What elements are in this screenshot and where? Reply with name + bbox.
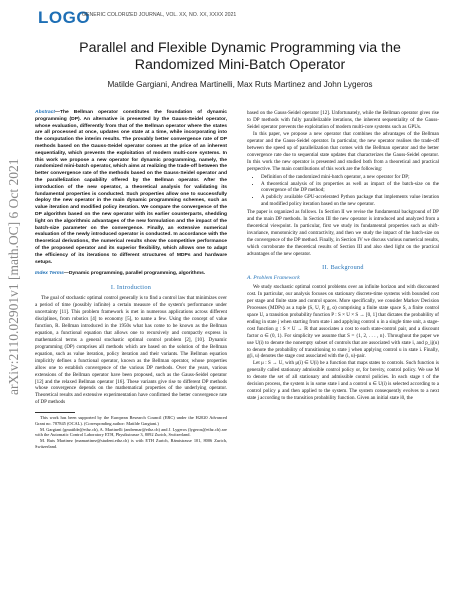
subsection-heading-problem-framework: A. Problem Framework [247, 274, 300, 281]
abstract [35, 110, 227, 266]
footnote-affiliation-2: M. Ruts Martinez (mamartinez@student.ethz.ch) is with ETH Zurich, Rämistrasse 101, 8006 Zurich, Switzerland. [35, 438, 227, 449]
introduction-paragraph: The goal of stochastic optimal control generally is to find a control law that minimizes over a period of time (possibly infinite) a certain measure of the system's performance under uncertainty [11]. This problem framework is met in numerous applications across different disciplines, from robotics [4] to economy [5], to name a few. Using the concept of value function, R. Bellman introduced in the 1950s what has come to be known as the Bellman equation, a functional equation that allows one to recursively and compactly express in mathematical terms a general stochastic optimal control problem [2], [10]. Dynamic programming (DP) comprises all methods which are based on the solution of the Bellman equation, such as value iteration, policy iteration and their variants. The Bellman equation implicitly defines a functional operator, known as the Bellman operator, whose properties allow one to establish convergence of the various DP methods. Over the years, various extensions of the Bellman operator have been proposed, such as the Gauss-Seidel operator [12] and the relaxed Bellman operator [16]. These variants give rise to different DP methods whose convergence depends on the mathematical properties of the underlying operator. Theoretical results and extensive experimentation have confirmed the better convergence rate of DP methods [35, 295, 227, 406]
footnote-funding: This work has been supported by the European Research Council (ERC) under the H2020 Advanced Grant no. 787845 (OCAL). (Corresponding author: Matilde Gargiani.) [35, 415, 227, 427]
title-line-1: Parallel and Flexible Dynamic Programming via the [79, 40, 401, 56]
left-column [35, 110, 227, 450]
contribution-item: • A theoretical analysis of its properties as well as impact of the batch-size on the convergence of the DP method; [261, 181, 439, 195]
index-terms-label: Index Terms [35, 271, 64, 277]
background-paragraph-2: Let μ : S → U, with μ(i) ∈ U(i) be a function that maps states to controls. Such function is generally called stationary admissible control policy or, for brevity, control policy. We use M to denote the set of all stationary and admissible control policies. In each stage t of the decision process, the system is in some state i and a control u ∈ U(i) is selected according to a control policy μ and then applied to the system. The system consequently evolves to a next state j according to the transition probability function. Given an initial state i0, the [247, 360, 439, 402]
title-line-2: Randomized Mini-Batch Operator [134, 57, 346, 73]
background-paragraph-1: We study stochastic optimal control problems over an infinite horizon and with discounted cost. In particular, our analysis focuses on stationary discrete-time systems with bounded cost per stage and finite state and control spaces. More specifically, we consider Markov Decision Processes (MDPs) as a tuple (S, U, P, g, α) comprising a finite state space S, a finite control space U, a transition probability function P : S × U × S → [0, 1] that dictates the probability of ending in state j when starting from state i and applying control u in a single time unit, a stage-cost function g : S × U → ℝ that associates a cost to each state-control pair, and a discount factor α ∈ (0, 1). For simplicity we assume that S = {1, 2, . . . , n}. Throughout the paper we use U(i) to denote the nonempty subset of controls that are associated with state i, and p_ij(u) to denote the probability of transitioning to state j when applying control u in state i. Finally, g(i, u) denotes the stage cost associated with the (i, u)-pair. [247, 283, 439, 360]
index-terms-text: —Dynamic programming, parallel programming, algorithms. [63, 271, 206, 277]
author-list: Matilde Gargiani, Andrea Martinelli, Max Ruts Martinez and John Lygeros [107, 80, 373, 89]
right-column [247, 110, 439, 402]
footnotes [35, 415, 227, 449]
section-heading-introduction: I. Introduction [110, 284, 152, 292]
section-heading-background: II. Background [322, 264, 364, 272]
index-terms [35, 271, 227, 278]
journal-logo: LOGO [38, 8, 91, 27]
arxiv-identifier-stamp: arXiv:2110.02901v1 [math.OC] 6 Oct 2021 [6, 158, 21, 395]
contributions-list [255, 174, 439, 209]
journal-header-line: GENERIC COLORIZED JOURNAL, VOL. XX, NO. XX, XXXX 2021 [82, 12, 237, 18]
paper-title [40, 40, 440, 74]
abstract-label: Abstract [35, 110, 56, 115]
contribution-intro-paragraph: In this paper, we propose a new operator that combines the advantages of the Bellman operator and the Gauss-Seidel operator. In particular, the new operator realises the trade-off between the speed up of parallelization that comes with the Bellman operator and the better convergence rate due to sequential state updates that characterizes the Gauss-Seidel operator. In this work the new operator is presented and studied both from a theoretical and practical perspective. The main contributions of this work are the following: [247, 130, 439, 172]
introduction-continued-paragraph: based on the Gauss-Seidel operator [12]. Unfortunately, while the Bellman operator gives rise to DP methods with fully parallelizable iterations, the inherent sequentiality of the Gauss-Seidel operator prevents the exploitation of modern multi-core systems such as GPUs. [247, 110, 439, 130]
footnote-affiliation-1: M. Gargiani (gmatilde@ethz.ch), A. Martinelli (andremar@ethz.ch) and J. Lygeros (lygeros@ethz.ch) are with the Automatic Control Laboratory ETH, Physikstrasse 3, 8092 Zurich, Switzerland. [35, 426, 227, 438]
contribution-item: • Definition of the randomized mini-batch operator, a new operator for DP; [261, 174, 439, 181]
abstract-text: —The Bellman operator constitutes the foundation of dynamic programming (DP). An alternative is presented by the Gauss-Seidel operator, whose evaluation, differently from that of the Bellman operator where the states are all processed at once, updates one state at a time, while incorporating into the computation the interim results. The provably better convergence rate of DP methods based on the Gauss-Seidel operator comes at the price of an inherent sequentiality, which prevents the exploitation of modern multi-core systems. In this work we propose a new operator for dynamic programming, namely, the randomized mini-batch operator, which aims at realizing the trade-off between the better convergence rate of the methods based on the Gauss-Seidel operator and the parallelization capability offered by the Bellman operator. After the introduction of the new operator, a theoretical analysis for validating its fundamental properties is conducted. Such properties allow one to successfully deploy the new operator in the main dynamic programming schemes, such as value iteration and modified policy iteration. We compare the convergence of the DP algorithm based on the new operator with its earlier counterparts, shedding light on the algorithmic advantages of the new formulation and the impact of the batch-size parameter on the convergence. Finally, an extensive numerical evaluation of the newly introduced operator is conducted. In accordance with the theoretical derivations, the numerical results show the competitive performance of the proposed operator and its superior flexibility, which allows one to adapt the efficiency of its iterations to different structures of MDPs and hardware setups. [35, 110, 227, 265]
footnote-divider [35, 412, 75, 413]
paper-outline-paragraph: The paper is organized as follows. In Section II we revise the fundamental background of DP and the main DP methods. In Section III the new operator is introduced and analyzed from a theoretical viewpoint. In particular, first we study its fundamental properties such as shift-invariance, monotonicity and contractivity, and then we study the impact of the batch-size on the convergence of the DP method. Finally, in Section IV we discuss various numerical results, which corroborate the theoretical results of Section III and also shed light on the practical advantages of the new operator. [247, 209, 439, 258]
contribution-item: • A publicly available GPU-accelerated Python package that implements value iteration and modified policy iteration based on the new operator. [261, 194, 439, 208]
